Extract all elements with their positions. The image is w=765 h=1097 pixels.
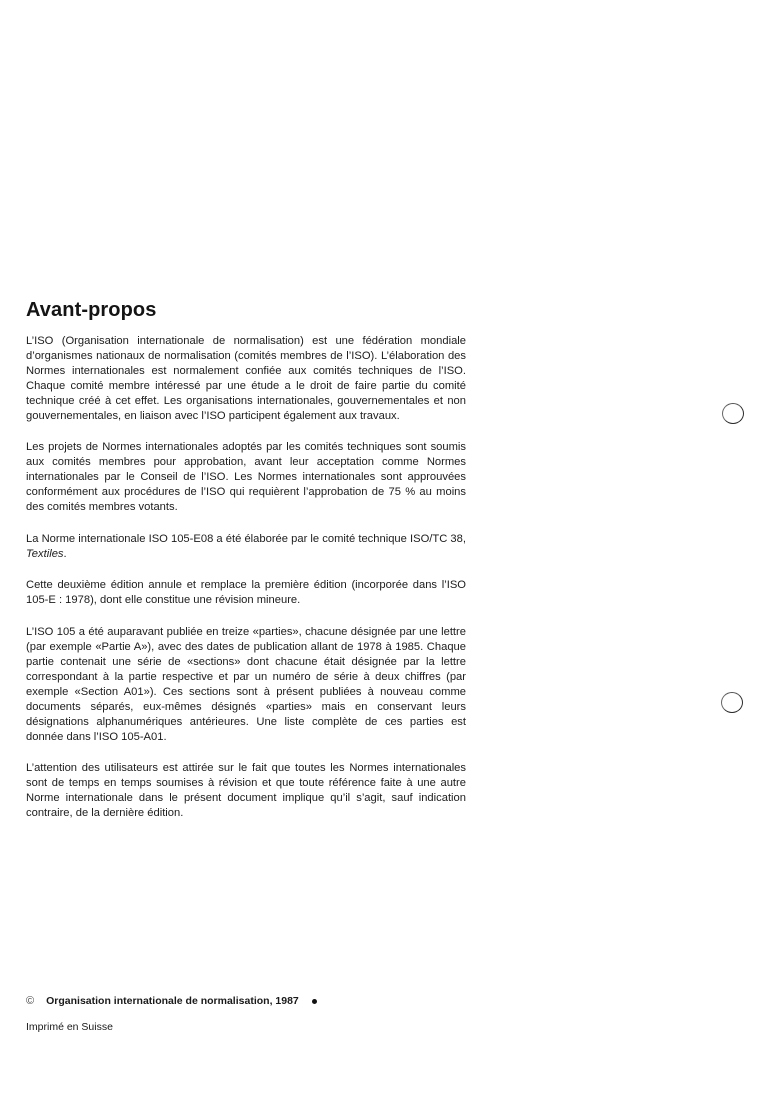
paragraph-revision-notice: L’attention des utilisateurs est attirée sur le fait que toutes les Normes internationales sont de temps en temps soumises à révision et que toute référence faite à une autre Norme internationale dans le présent document implique qu’il s’agit, sauf indication contraire, de la dernière édition.: [26, 762, 466, 819]
foreword-body: [26, 334, 466, 821]
page-title: Avant-propos: [26, 299, 157, 321]
committee-text-end: .: [63, 548, 67, 560]
punch-hole-icon: [722, 403, 744, 424]
paragraph-draft-approval: Les projets de Normes internationales adoptés par les comités techniques sont soumis aux comités membres pour approbation, avant leur acceptation comme Normes internationales par le Conseil de l’ISO. Les Normes internationales sont approuvées conformément aux procédures de l’ISO qui requièrent l’approbation de 75 % au moins des comités membres votants.: [26, 441, 466, 513]
paragraph-committee: [26, 532, 466, 562]
committee-name-italic: Textiles: [26, 548, 64, 560]
punch-hole-icon: [721, 692, 743, 713]
printed-in-label: Imprimé en Suisse: [26, 1021, 113, 1033]
paragraph-edition: Cette deuxième édition annule et remplace la première édition (incorporée dans l’ISO 105-E : 1978), dont elle constitue une révision mineure.: [26, 579, 466, 606]
paragraph-parts-history: L’ISO 105 a été auparavant publiée en treize «parties», chacune désignée par une lettre (par exemple «Partie A»), avec des dates de publication allant de 1978 à 1985. Chaque partie contenait une série de «sections» dont chacune était désignée par la lettre correspondant à la partie respective et par un numéro de série à deux chiffres (par exemple «Section A01»). Ces sections sont à présent publiées à nouveau comme documents séparés, eux-mêmes désignés «parties» mais en conservant leurs désignations alphanumériques antérieures. Une liste complète de ces parties est donnée dans l’ISO 105-A01.: [26, 626, 466, 743]
bullet-dot-icon: [312, 999, 317, 1004]
paragraph-iso-intro: L’ISO (Organisation internationale de normalisation) est une fédération mondiale d’organismes nationaux de normalisation (comités membres de l’ISO). L’élaboration des Normes internationales est normalement confiée aux comités techniques de l’ISO. Chaque comité membre intéressé par une étude a le droit de faire partie du comité technique créé à cet effet. Les organisations internationales, gouvernementales et non gouvernementales, en liaison avec l’ISO participent également aux travaux.: [26, 335, 466, 422]
copyright-icon: ©: [26, 995, 35, 1007]
committee-text: La Norme internationale ISO 105-E08 a été élaborée par le comité technique ISO/TC 38,: [26, 533, 466, 545]
copyright-line: [26, 995, 317, 1007]
copyright-text: Organisation internationale de normalisation, 1987: [46, 995, 299, 1007]
